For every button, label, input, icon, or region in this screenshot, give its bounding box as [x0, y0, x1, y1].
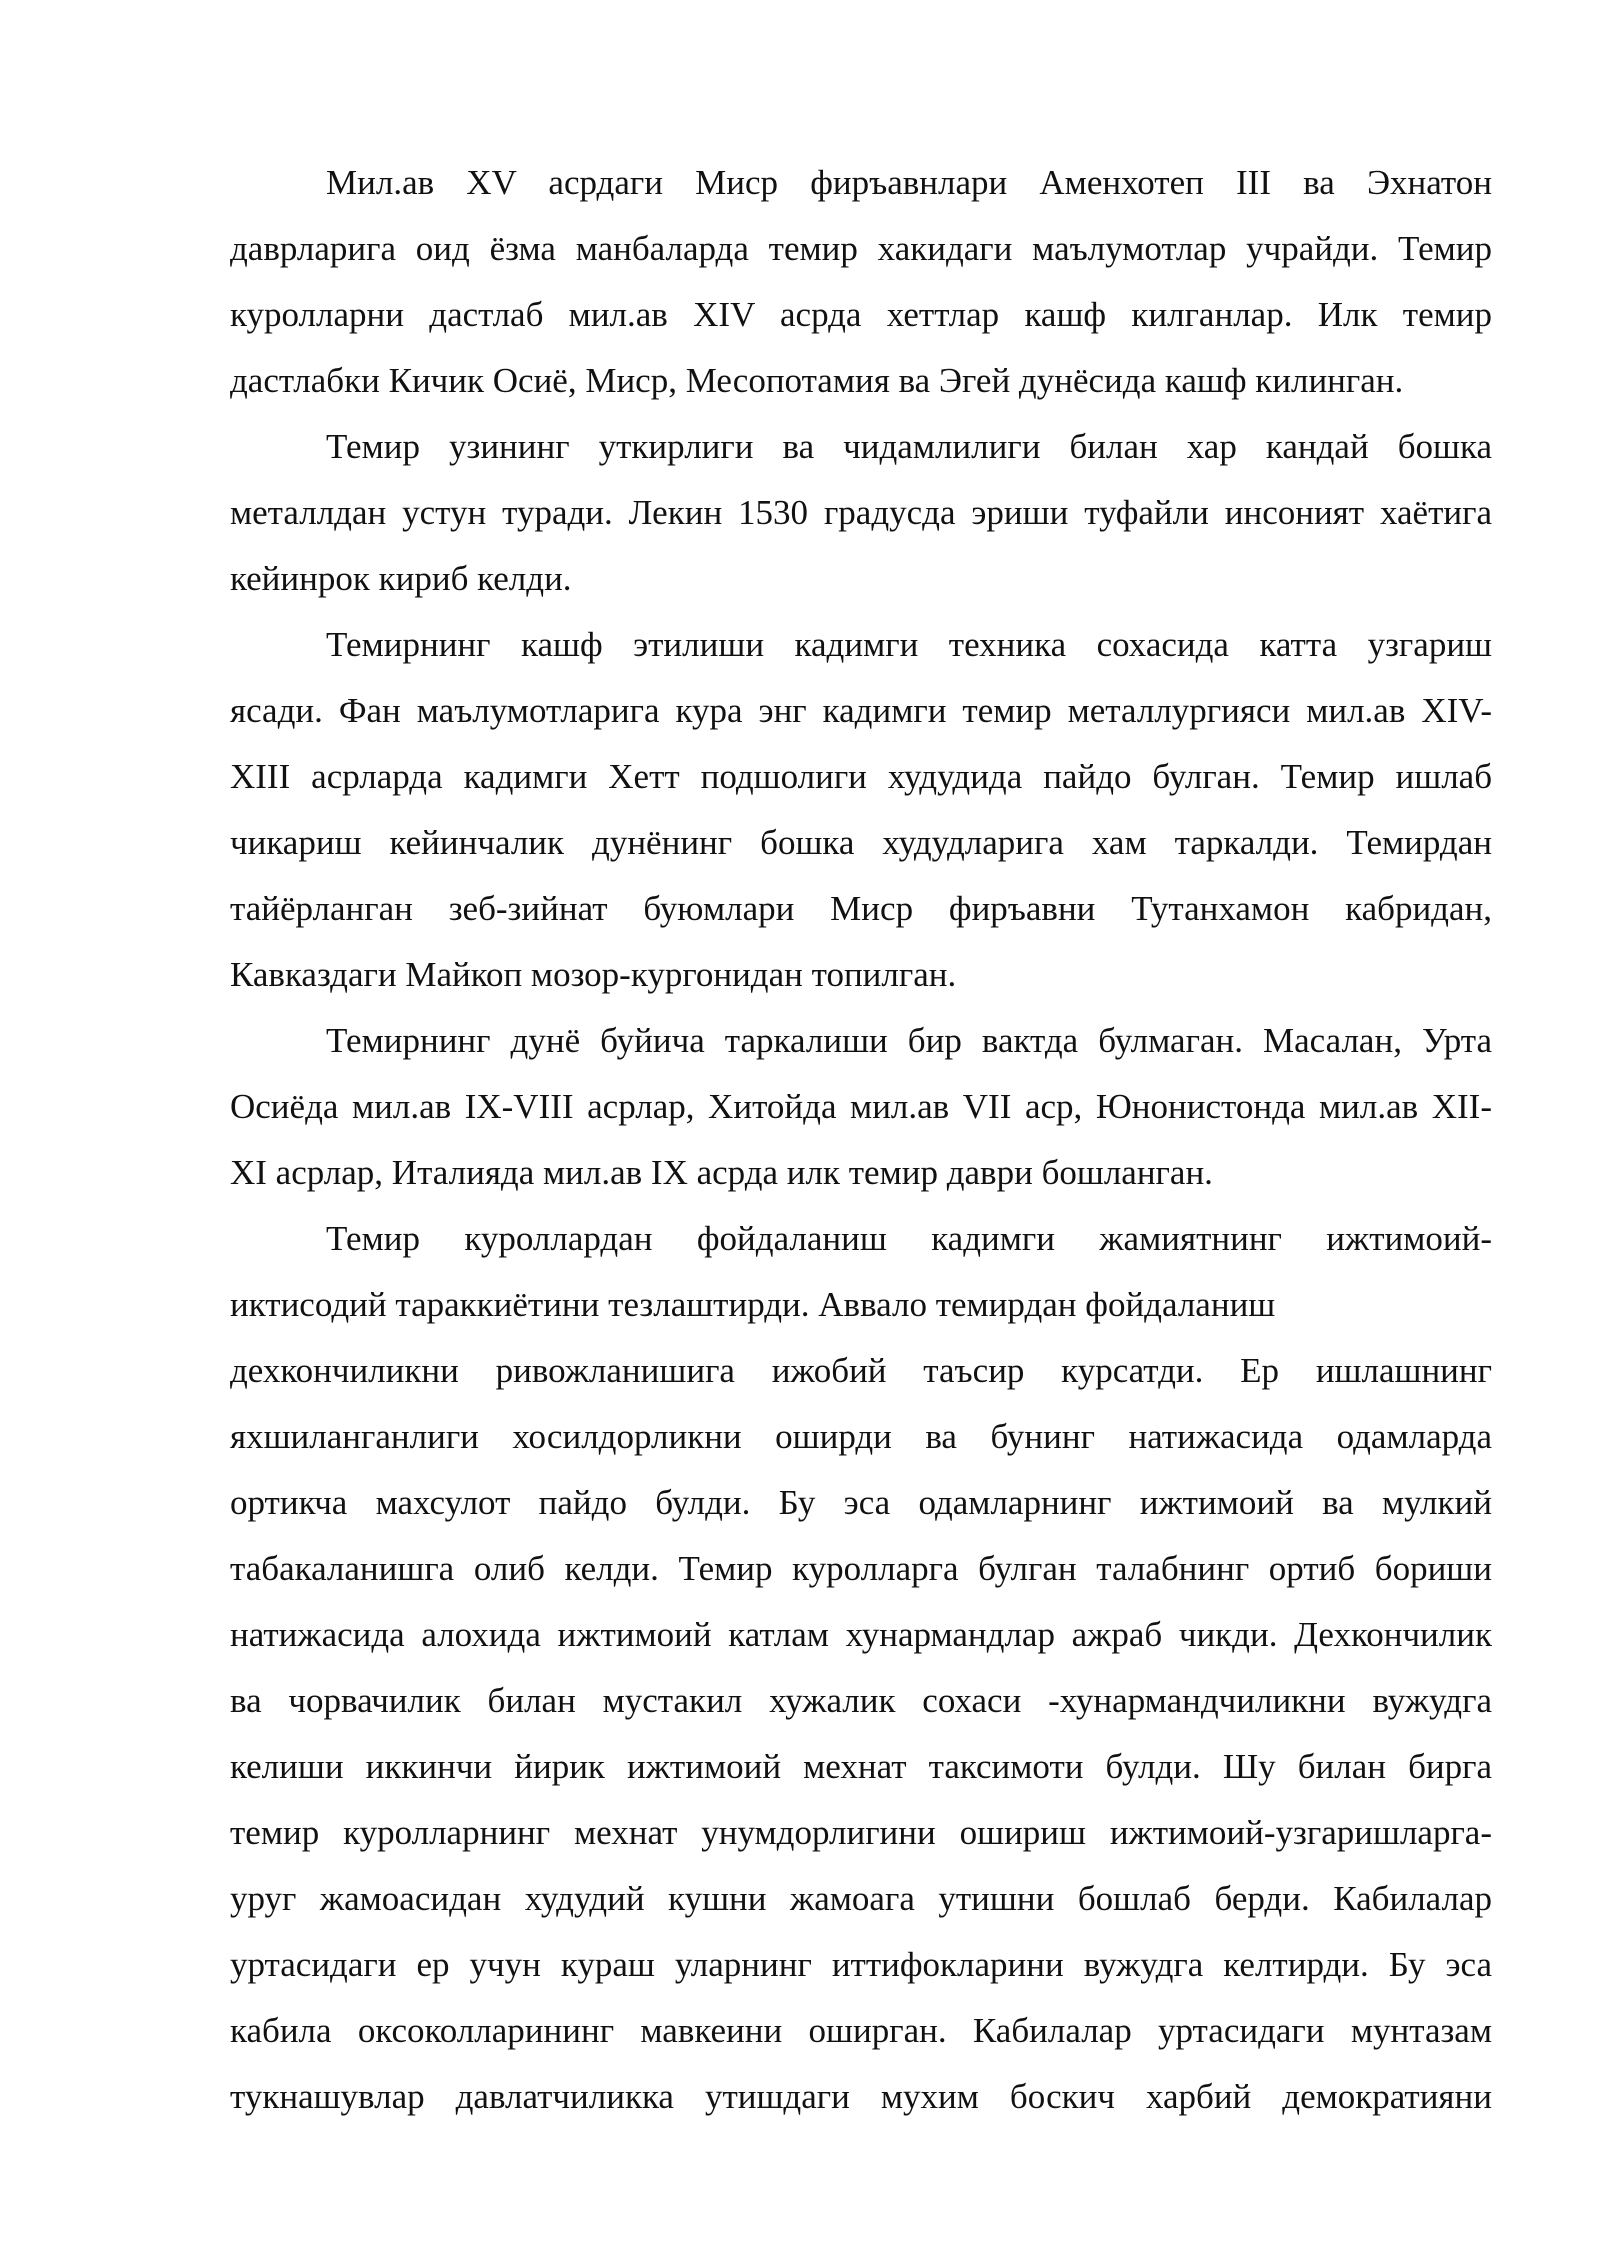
text-line: дехкончиликни ривожланишига ижобий таъсир курсатди. Ер ишлашнинг [230, 1351, 1492, 1390]
text-line: табакаланишга олиб келди. Темир куролларга булган талабнинг ортиб бориши [230, 1549, 1492, 1588]
document-body [230, 150, 1492, 2130]
text-line: Темир узининг уткирлиги ва чидамлилиги билан хар кандай бошка [326, 427, 1492, 466]
text-line: Мил.ав XV асрдаги Миср фиръавнлари Аменхотеп III ва Эхнатон [326, 163, 1492, 202]
text-line: Темир куроллардан фойдаланиш кадимги жамиятнинг ижтимоий- [326, 1219, 1492, 1258]
text-line: натижасида алохида ижтимоий катлам хунармандлар ажраб чикди. Дехкончилик [230, 1615, 1492, 1654]
paragraph [230, 612, 1492, 1008]
text-line: куролларни дастлаб мил.ав XIV асрда хеттлар кашф килганлар. Илк темир [230, 295, 1492, 334]
paragraph [230, 150, 1492, 414]
text-line: XIII асрларда кадимги Хетт подшолиги худудида пайдо булган. Темир ишлаб [230, 757, 1492, 796]
text-line: темир куролларнинг мехнат унумдорлигини ошириш ижтимоий-узгаришларга- [230, 1813, 1492, 1852]
text-line: ва чорвачилик билан мустакил хужалик сохаси -хунармандчиликни вужудга [230, 1681, 1492, 1720]
text-line: уруг жамоасидан худудий кушни жамоага утишни бошлаб берди. Кабилалар [230, 1879, 1492, 1918]
text-line: XI асрлар, Италияда мил.ав IX асрда илк темир даври бошланган. [230, 1153, 1213, 1192]
text-line: ортикча махсулот пайдо булди. Бу эса одамларнинг ижтимоий ва мулкий [230, 1483, 1492, 1522]
text-line: тайёрланган зеб-зийнат буюмлари Миср фиръавни Тутанхамон кабридан, [230, 889, 1492, 928]
text-line: уртасидаги ер учун кураш уларнинг иттифокларини вужудга келтирди. Бу эса [230, 1945, 1492, 1984]
text-line: келиши иккинчи йирик ижтимоий мехнат таксимоти булди. Шу билан бирга [230, 1747, 1492, 1786]
text-line: кабила оксоколларининг мавкеини оширган. Кабилалар уртасидаги мунтазам [230, 2011, 1492, 2050]
text-line: металлдан устун туради. Лекин 1530 градусда эриши туфайли инсоният хаётига [230, 493, 1492, 532]
text-line: Темирнинг кашф этилиши кадимги техника сохасида катта узгариш [326, 625, 1492, 664]
paragraph [230, 1008, 1492, 1206]
text-line: ясади. Фан маълумотларига кура энг кадимги темир металлургияси мил.ав XIV- [230, 691, 1492, 730]
text-line: дастлабки Кичик Осиё, Миср, Месопотамия ва Эгей дунёсида кашф килинган. [230, 361, 1404, 400]
text-line: Осиёда мил.ав IX-VIII асрлар, Хитойда мил.ав VII аср, Юнонистонда мил.ав XII- [230, 1087, 1492, 1126]
text-line: даврларига оид ёзма манбаларда темир хакидаги маълумотлар учрайди. Темир [230, 229, 1492, 268]
text-line: тукнашувлар давлатчиликка утишдаги мухим боскич харбий демократияни [230, 2077, 1492, 2116]
paragraph [230, 414, 1492, 612]
text-line: кейинрок кириб келди. [230, 559, 572, 598]
paragraph [230, 1206, 1492, 2130]
text-line: яхшиланганлиги хосилдорликни оширди ва бунинг натижасида одамларда [230, 1417, 1492, 1456]
text-line: иктисодий тараккиётини тезлаштирди. Аввало темирдан фойдаланиш [230, 1285, 1276, 1324]
text-line: Кавказдаги Майкоп мозор-кургонидан топилган. [230, 955, 957, 994]
text-line: Темирнинг дунё буйича таркалиши бир вактда булмаган. Масалан, Урта [326, 1021, 1492, 1060]
text-line: чикариш кейинчалик дунёнинг бошка худудларига хам таркалди. Темирдан [230, 823, 1492, 862]
